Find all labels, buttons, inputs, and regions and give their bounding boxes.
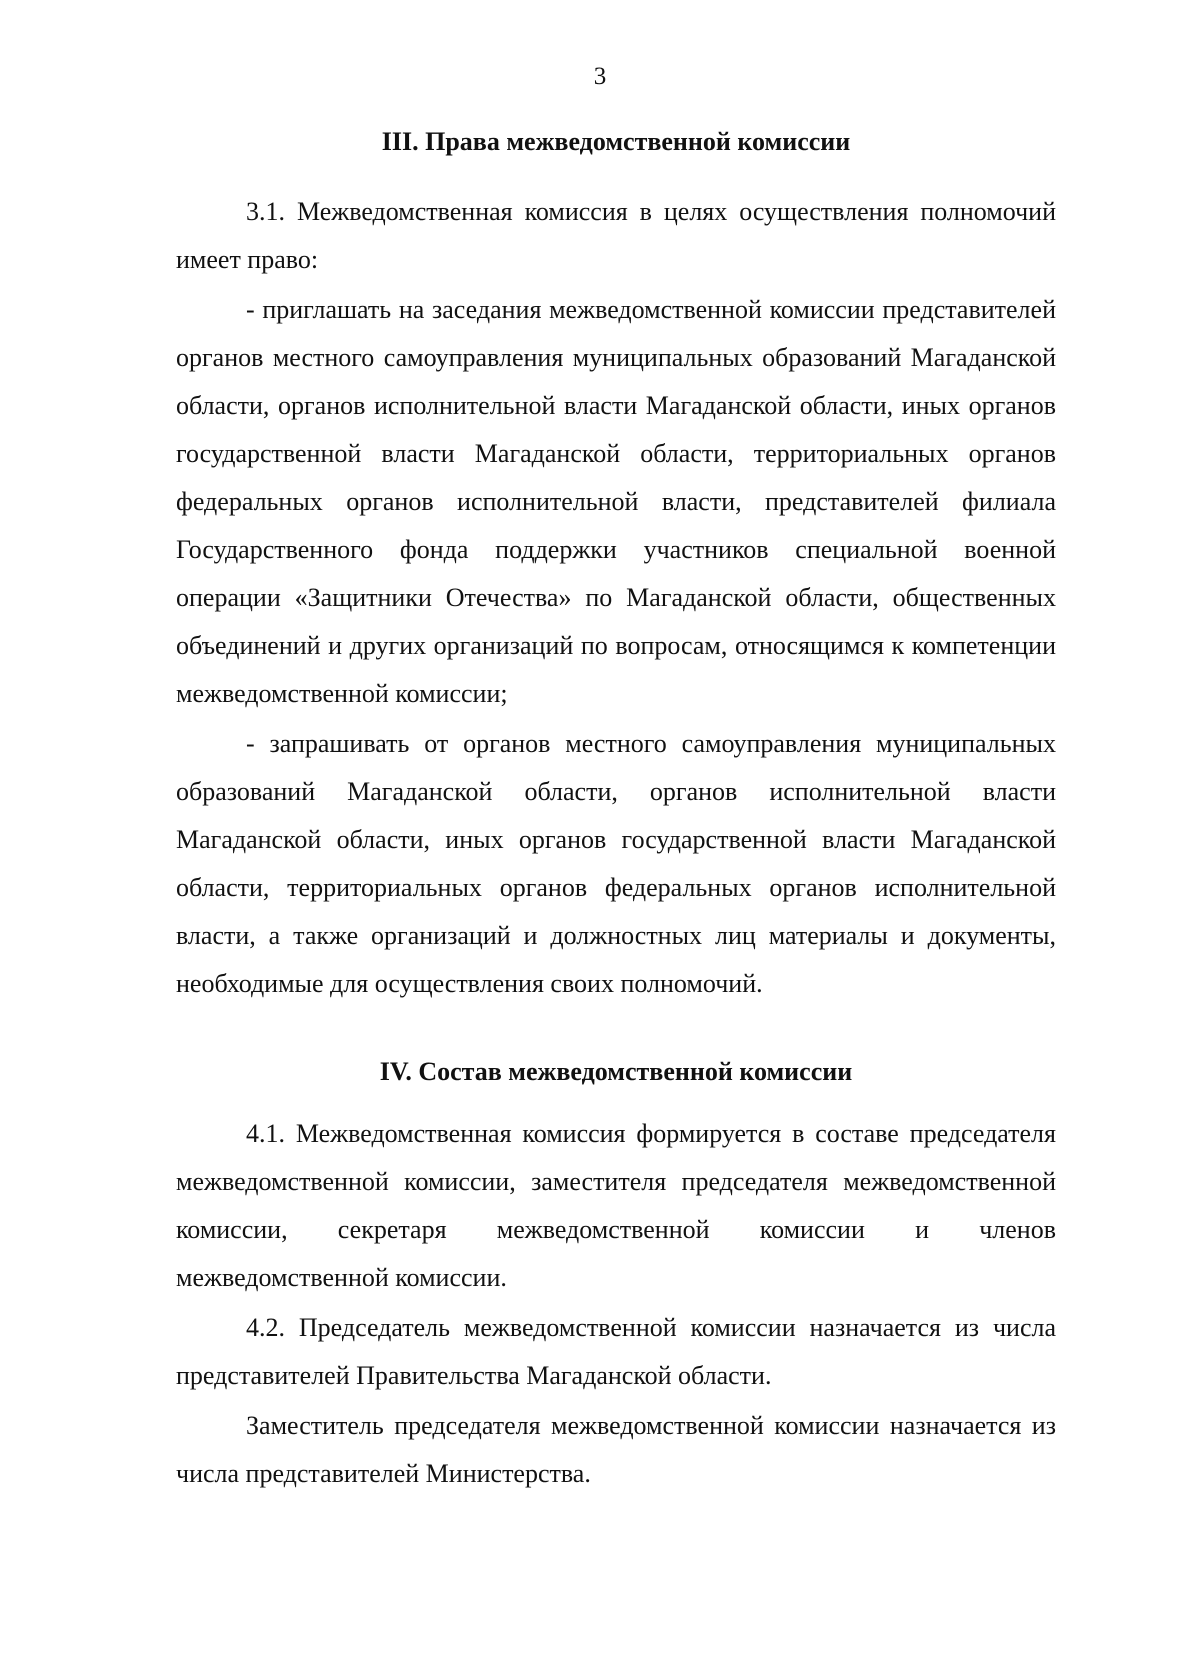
section-title-composition: IV. Состав межведомственной комиссии	[379, 1057, 853, 1086]
paragraph-request: - запрашивать от органов местного самоуправления муниципальных образований Магаданской области, органов исполнительной власти Магаданской области, иных органов государственной власти Магаданской области, территориальных органов федеральных органов исполнительной власти, а также организаций и должностных лиц материалы и документы, необходимые для осуществления своих полномочий.	[176, 729, 1056, 998]
paragraph-4-2: 4.2. Председатель межведомственной комиссии назначается из числа представителей Правительства Магаданской области.	[176, 1313, 1056, 1390]
paragraph-deputy: Заместитель председателя межведомственной комиссии назначается из числа представителей Министерства.	[176, 1411, 1056, 1488]
section-title-rights: III. Права межведомственной комиссии	[381, 127, 851, 156]
paragraph-invite: - приглашать на заседания межведомственной комиссии представителей органов местного самоуправления муниципальных образований Магаданской области, органов исполнительной власти Магаданской области, иных органов государственной власти Магаданской области, территориальных органов федеральных органов исполнительной власти, представителей филиала Государственного фонда поддержки участников специальной военной операции «Защитники Отечества» по Магаданской области, общественных объединений и других организаций по вопросам, относящимся к компетенции межведомственной комиссии;	[176, 295, 1056, 708]
paragraph-4-1: 4.1. Межведомственная комиссия формируется в составе председателя межведомственной комиссии, заместителя председателя межведомственной комиссии, секретаря межведомственной комиссии и членов межведомственной комиссии.	[176, 1119, 1056, 1292]
paragraph-3-1: 3.1. Межведомственная комиссия в целях осуществления полномочий имеет право:	[176, 197, 1056, 274]
page-number: 3	[593, 63, 607, 90]
document-body	[176, 118, 1056, 1498]
